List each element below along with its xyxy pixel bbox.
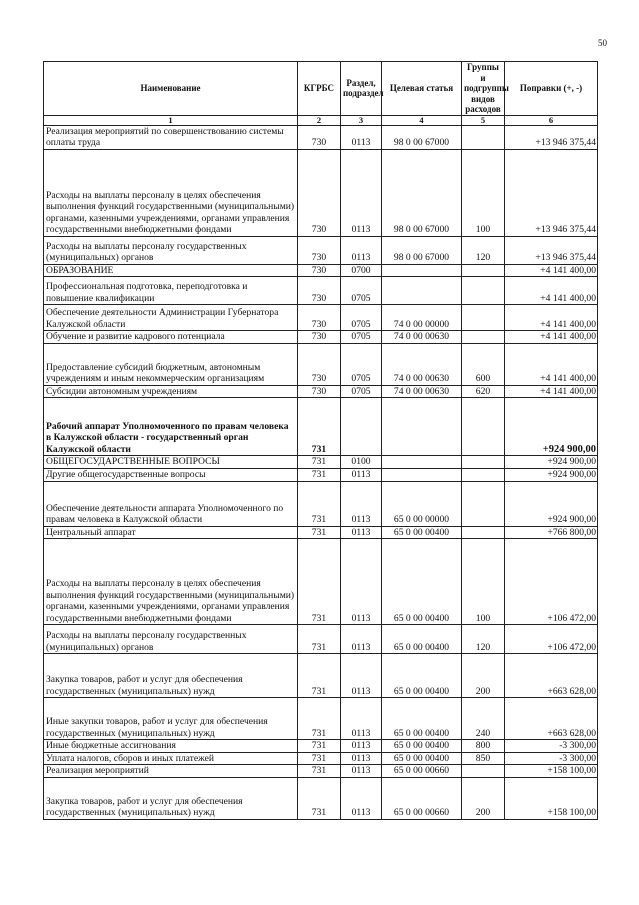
row-section: 0705 <box>341 305 382 331</box>
col-number: 1 <box>44 115 298 125</box>
table-row <box>44 740 598 753</box>
row-section: 0113 <box>341 752 382 765</box>
row-kgrbs: 731 <box>298 526 341 539</box>
row-section: 0705 <box>341 385 382 398</box>
row-kgrbs: 731 <box>298 777 341 819</box>
table-row <box>44 331 598 344</box>
table-row <box>44 765 598 778</box>
table-row <box>44 305 598 331</box>
row-name: ОБЩЕГОСУДАРСТВЕННЫЕ ВОПРОСЫ <box>44 456 298 469</box>
row-name: ОБРАЗОВАНИЕ <box>44 264 298 277</box>
row-name: Уплата налогов, сборов и иных платежей <box>44 752 298 765</box>
row-target <box>382 398 462 456</box>
row-kgrbs: 731 <box>298 698 341 740</box>
row-kgrbs: 731 <box>298 765 341 778</box>
row-group: 200 <box>462 777 505 819</box>
row-group <box>462 398 505 456</box>
row-kgrbs: 731 <box>298 740 341 753</box>
row-group: 600 <box>462 343 505 385</box>
row-group <box>462 277 505 305</box>
row-section: 0113 <box>341 698 382 740</box>
row-target: 65 0 00 00000 <box>382 481 462 526</box>
header-group: Группы и подгруппы видов расходов <box>462 62 505 116</box>
row-amount: +106 472,00 <box>505 625 598 654</box>
row-section: 0705 <box>341 331 382 344</box>
row-group: 100 <box>462 149 505 236</box>
row-section: 0705 <box>341 343 382 385</box>
row-section <box>341 398 382 456</box>
row-group: 620 <box>462 385 505 398</box>
table-row <box>44 625 598 654</box>
table-row <box>44 149 598 236</box>
row-group <box>462 125 505 149</box>
row-group: 240 <box>462 698 505 740</box>
row-group: 100 <box>462 539 505 625</box>
row-amount: +924 900,00 <box>505 456 598 469</box>
row-group: 120 <box>462 625 505 654</box>
row-group: 200 <box>462 654 505 698</box>
row-amount: +924 900,00 <box>505 468 598 481</box>
header-kgrbs: КГРБС <box>298 62 341 116</box>
row-amount: +4 141 400,00 <box>505 385 598 398</box>
row-name: Реализация мероприятий <box>44 765 298 778</box>
row-section: 0113 <box>341 236 382 264</box>
row-group <box>462 481 505 526</box>
row-amount: +4 141 400,00 <box>505 343 598 385</box>
row-target: 98 0 00 67000 <box>382 125 462 149</box>
row-amount: +4 141 400,00 <box>505 331 598 344</box>
header-target: Целевая статья <box>382 62 462 116</box>
row-name: Расходы на выплаты персоналу государственных (муниципальных) органов <box>44 236 298 264</box>
row-name: Обеспечение деятельности Администрации Губернатора Калужской области <box>44 305 298 331</box>
table-row <box>44 277 598 305</box>
row-amount: -3 300,00 <box>505 740 598 753</box>
row-target <box>382 456 462 469</box>
row-group: 120 <box>462 236 505 264</box>
row-section: 0113 <box>341 149 382 236</box>
row-target: 65 0 00 00400 <box>382 752 462 765</box>
row-target: 74 0 00 00630 <box>382 331 462 344</box>
row-kgrbs: 731 <box>298 625 341 654</box>
row-kgrbs: 730 <box>298 343 341 385</box>
row-amount: +13 946 375,44 <box>505 236 598 264</box>
header-name: Наименование <box>44 62 298 116</box>
row-amount: +924 900,00 <box>505 481 598 526</box>
row-amount: +4 141 400,00 <box>505 305 598 331</box>
row-section: 0113 <box>341 625 382 654</box>
row-group <box>462 526 505 539</box>
row-group: 800 <box>462 740 505 753</box>
row-section: 0705 <box>341 277 382 305</box>
budget-amendments-table <box>43 61 598 820</box>
row-target: 74 0 00 00630 <box>382 385 462 398</box>
row-name: Субсидии автономным учреждениям <box>44 385 298 398</box>
row-name: Другие общегосударственные вопросы <box>44 468 298 481</box>
row-amount: +924 900,00 <box>505 398 598 456</box>
table-row <box>44 526 598 539</box>
header-section: Раздел, подраздел <box>341 62 382 116</box>
row-name: Профессиональная подготовка, переподготовка и повышение квалификации <box>44 277 298 305</box>
row-section: 0113 <box>341 539 382 625</box>
row-target: 65 0 00 00400 <box>382 625 462 654</box>
row-name: Расходы на выплаты персоналу государственных (муниципальных) органов <box>44 625 298 654</box>
row-kgrbs: 731 <box>298 752 341 765</box>
table-row <box>44 236 598 264</box>
row-target <box>382 468 462 481</box>
row-kgrbs: 731 <box>298 654 341 698</box>
row-kgrbs: 731 <box>298 539 341 625</box>
row-amount: +106 472,00 <box>505 539 598 625</box>
row-target: 65 0 00 00660 <box>382 777 462 819</box>
row-section: 0113 <box>341 777 382 819</box>
row-kgrbs: 731 <box>298 456 341 469</box>
col-number: 6 <box>505 115 598 125</box>
row-kgrbs: 730 <box>298 331 341 344</box>
row-section: 0700 <box>341 264 382 277</box>
row-target <box>382 277 462 305</box>
table-row <box>44 777 598 819</box>
row-target: 65 0 00 00660 <box>382 765 462 778</box>
table-row <box>44 481 598 526</box>
row-kgrbs: 731 <box>298 398 341 456</box>
row-amount: +663 628,00 <box>505 654 598 698</box>
row-kgrbs: 730 <box>298 385 341 398</box>
row-name: Расходы на выплаты персоналу в целях обеспечения выполнения функций государственными (муниципальными) органами, казенными учреждениями, органами управления государственными внебюджетными фондами <box>44 539 298 625</box>
col-number: 5 <box>462 115 505 125</box>
table-row <box>44 398 598 456</box>
row-name: Центральный аппарат <box>44 526 298 539</box>
row-kgrbs: 730 <box>298 264 341 277</box>
row-amount: +663 628,00 <box>505 698 598 740</box>
table-row <box>44 752 598 765</box>
table-row <box>44 264 598 277</box>
row-amount: +13 946 375,44 <box>505 149 598 236</box>
row-target: 65 0 00 00400 <box>382 654 462 698</box>
col-number: 3 <box>341 115 382 125</box>
header-amend: Поправки (+, -) <box>505 62 598 116</box>
row-kgrbs: 731 <box>298 481 341 526</box>
col-number: 2 <box>298 115 341 125</box>
table-row <box>44 468 598 481</box>
row-target: 74 0 00 00630 <box>382 343 462 385</box>
row-amount: -3 300,00 <box>505 752 598 765</box>
row-kgrbs: 731 <box>298 468 341 481</box>
row-amount: +158 100,00 <box>505 777 598 819</box>
row-amount: +4 141 400,00 <box>505 264 598 277</box>
row-target: 65 0 00 00400 <box>382 698 462 740</box>
row-amount: +766 800,00 <box>505 526 598 539</box>
row-name: Обучение и развитие кадрового потенциала <box>44 331 298 344</box>
row-section: 0113 <box>341 740 382 753</box>
row-amount: +4 141 400,00 <box>505 277 598 305</box>
row-target: 65 0 00 00400 <box>382 740 462 753</box>
row-section: 0113 <box>341 125 382 149</box>
table-row <box>44 539 598 625</box>
row-group: 850 <box>462 752 505 765</box>
table-row <box>44 343 598 385</box>
row-kgrbs: 730 <box>298 277 341 305</box>
row-target: 98 0 00 67000 <box>382 236 462 264</box>
row-target: 65 0 00 00400 <box>382 526 462 539</box>
table-row <box>44 385 598 398</box>
row-group <box>462 468 505 481</box>
row-section: 0113 <box>341 765 382 778</box>
row-name: Предоставление субсидий бюджетным, автономным учреждениям и иным некоммерческим организациям <box>44 343 298 385</box>
row-kgrbs: 730 <box>298 305 341 331</box>
row-target: 98 0 00 67000 <box>382 149 462 236</box>
row-kgrbs: 730 <box>298 236 341 264</box>
table-row <box>44 654 598 698</box>
row-kgrbs: 730 <box>298 149 341 236</box>
table-row <box>44 125 598 149</box>
row-amount: +158 100,00 <box>505 765 598 778</box>
row-name: Иные бюджетные ассигнования <box>44 740 298 753</box>
row-name: Обеспечение деятельности аппарата Уполномоченного по правам человека в Калужской области <box>44 481 298 526</box>
row-group <box>462 456 505 469</box>
row-group <box>462 765 505 778</box>
row-section: 0113 <box>341 468 382 481</box>
row-name: Расходы на выплаты персоналу в целях обеспечения выполнения функций государственными (муниципальными) органами, казенными учреждениями, органами управления государственными внебюджетными фондами <box>44 149 298 236</box>
row-section: 0113 <box>341 654 382 698</box>
row-name: Закупка товаров, работ и услуг для обеспечения государственных (муниципальных) нужд <box>44 777 298 819</box>
col-number: 4 <box>382 115 462 125</box>
row-amount: +13 946 375,44 <box>505 125 598 149</box>
row-group <box>462 264 505 277</box>
row-group <box>462 305 505 331</box>
row-target: 74 0 00 00000 <box>382 305 462 331</box>
row-name: Рабочий аппарат Уполномоченного по правам человека в Калужской области - государственный орган Калужской области <box>44 398 298 456</box>
row-group <box>462 331 505 344</box>
row-name: Закупка товаров, работ и услуг для обеспечения государственных (муниципальных) нужд <box>44 654 298 698</box>
row-target: 65 0 00 00400 <box>382 539 462 625</box>
row-name: Иные закупки товаров, работ и услуг для обеспечения государственных (муниципальных) нужд <box>44 698 298 740</box>
page-number: 50 <box>598 38 607 48</box>
row-section: 0100 <box>341 456 382 469</box>
table-row <box>44 456 598 469</box>
table-row <box>44 698 598 740</box>
row-target <box>382 264 462 277</box>
row-section: 0113 <box>341 526 382 539</box>
row-name: Реализация мероприятий по совершенствованию системы оплаты труда <box>44 125 298 149</box>
row-section: 0113 <box>341 481 382 526</box>
row-kgrbs: 730 <box>298 125 341 149</box>
